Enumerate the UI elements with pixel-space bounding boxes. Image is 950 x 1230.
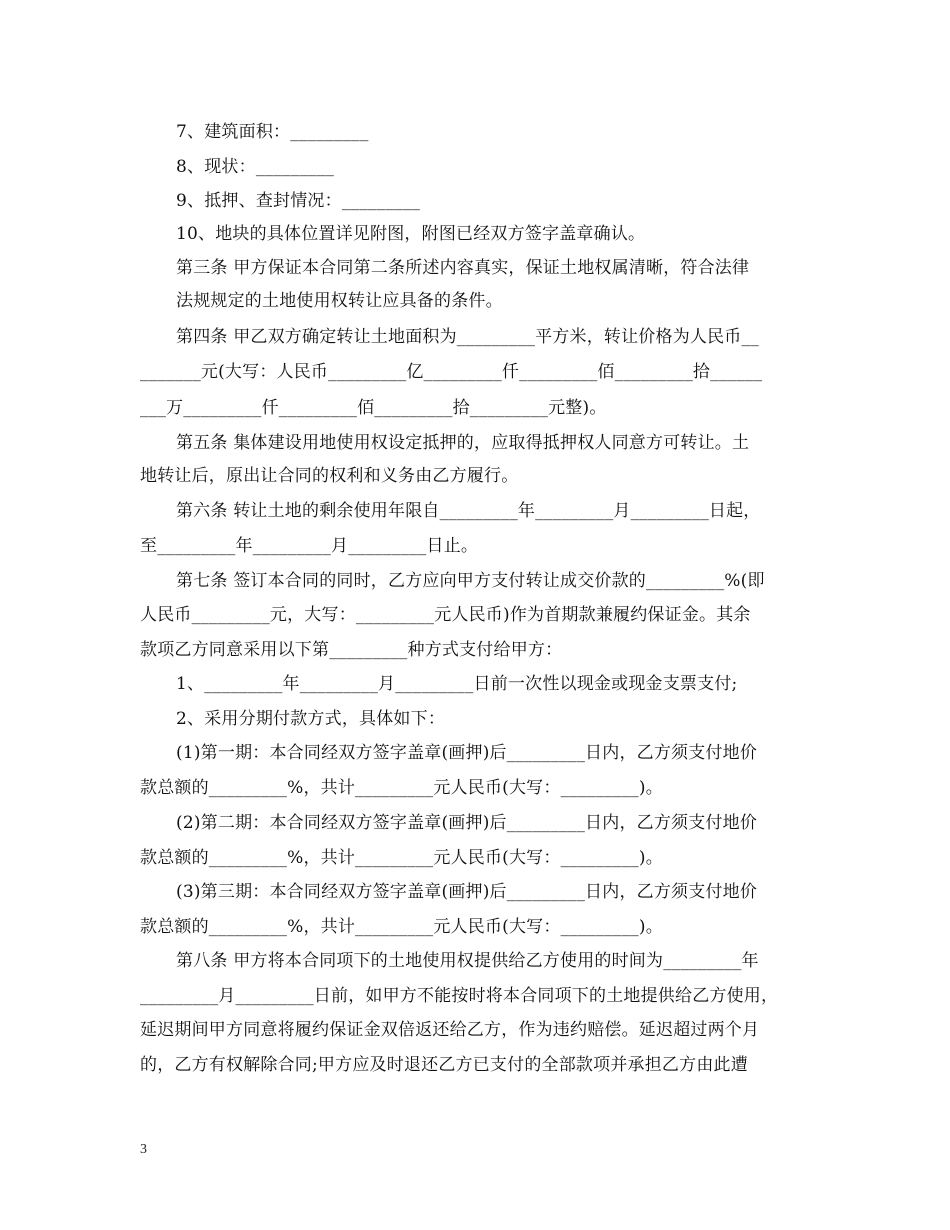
text-line: 款总额的_________%，共计_________元人民币(大写：_________)。 [140,778,663,798]
text-line: 人民币_________元，大写：_________元人民币)作为首期款兼履约保证金。其余 [140,605,751,625]
text-line: 第七条 签订本合同的同时，乙方应向甲方支付转让成交价款的_________%(即 [176,571,765,591]
text-line: 款项乙方同意采用以下第_________种方式支付给甲方： [140,640,563,660]
text-line: 地转让后，原出让合同的权利和义务由乙方履行。 [140,466,519,486]
text-line: 7、建筑面积：_________ [176,122,369,142]
text-line: 款总额的_________%，共计_________元人民币(大写：_________)。 [140,917,663,937]
text-line: (1)第一期：本合同经双方签字盖章(画押)后_________日内，乙方须支付地价 [176,743,758,763]
text-line: 延迟期间甲方同意将履约保证金双倍返还给乙方，作为违约赔偿。延迟超过两个月 [140,1020,760,1040]
text-line: (2)第二期：本合同经双方签字盖章(画押)后_________日内，乙方须支付地价 [176,813,758,833]
text-line: _________月_________日前，如甲方不能按时将本合同项下的土地提供给乙方使用， [140,986,779,1006]
text-line: 第四条 甲乙双方确定转让土地面积为_________平方米，转让价格为人民币__ [176,327,759,347]
text-line: 的，乙方有权解除合同;甲方应及时退还乙方已支付的全部款项并承担乙方由此遭 [140,1055,748,1075]
text-line: 第八条 甲方将本合同项下的土地使用权提供给乙方使用的时间为_________年 [176,951,759,971]
text-line: 10、地块的具体位置详见附图，附图已经双方签字盖章确认。 [176,224,646,244]
text-line: 9、抵押、查封情况：_________ [176,191,421,211]
text-line: 第三条 甲方保证本合同第二条所述内容真实，保证土地权属清晰，符合法律 [176,258,750,278]
text-line: _______元(大写：人民币_________亿_________仟_________佰_________拾______ [140,362,763,382]
text-line: ___万_________仟_________佰_________拾_________元整)。 [140,398,607,418]
text-line: 8、现状：_________ [176,157,335,177]
page-number: 3 [140,1142,147,1157]
text-line: 款总额的_________%，共计_________元人民币(大写：_________)。 [140,848,663,868]
text-line: 1、_________年_________月_________日前一次性以现金或现金支票支付; [176,674,738,694]
text-line: 至_________年_________月_________日止。 [140,536,479,556]
text-line: (3)第三期：本合同经双方签字盖章(画押)后_________日内，乙方须支付地价 [176,882,758,902]
text-line: 法规规定的土地使用权转让应具备的条件。 [176,291,503,311]
text-line: 第六条 转让土地的剩余使用年限自_________年_________月_________日起， [176,501,761,521]
text-line: 2、采用分期付款方式，具体如下： [176,709,446,729]
text-line: 第五条 集体建设用地使用权设定抵押的，应取得抵押权人同意方可转让。土 [176,433,750,453]
